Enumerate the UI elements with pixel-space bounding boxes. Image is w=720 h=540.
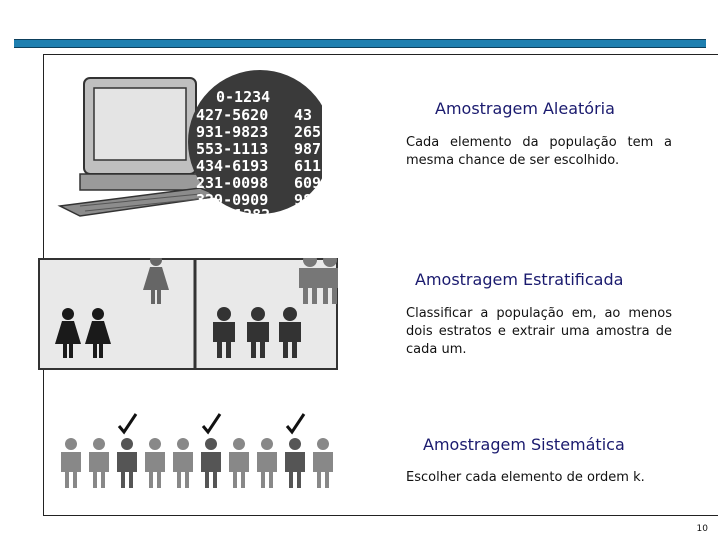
systematic-sampling-description: Escolher cada elemento de ordem k. <box>406 470 645 485</box>
random-number: 3-1282 <box>216 206 271 224</box>
stratified-sampling-description: Classificar a população em, ao menos dois estratos e extrair uma amostra de cada um. <box>406 306 672 357</box>
random-number: 987 <box>294 140 322 158</box>
random-number: 0-1234 <box>216 88 271 106</box>
stratified-population-illustration <box>38 258 338 370</box>
random-sampling-title: Amostragem Aleatória <box>435 99 615 118</box>
random-sampling-description: Cada elemento da população tem a mesma chance de ser escolhido. <box>406 135 672 168</box>
random-number: 434-6193 <box>196 157 269 175</box>
random-number: 609 <box>294 174 322 192</box>
random-number: 427-5620 <box>196 106 269 124</box>
random-number: 98 <box>294 191 313 209</box>
random-number-list <box>196 88 321 224</box>
systematic-sampling-illustration <box>55 408 355 493</box>
random-number: 43 <box>294 106 313 124</box>
computer-random-numbers-illustration <box>50 70 390 290</box>
systematic-sampling-title: Amostragem Sistemática <box>423 435 625 454</box>
random-number: 329-0909 <box>196 191 269 209</box>
random-number: 231-0098 <box>196 174 269 192</box>
random-number: 931-9823 <box>196 123 269 141</box>
page-number: 10 <box>696 524 708 534</box>
random-number: 611 <box>294 157 322 175</box>
stratified-sampling-title: Amostragem Estratificada <box>415 270 624 289</box>
random-number: 553-1113 <box>196 140 269 158</box>
random-number: 265 <box>294 123 322 141</box>
top-accent-bar <box>14 39 706 48</box>
